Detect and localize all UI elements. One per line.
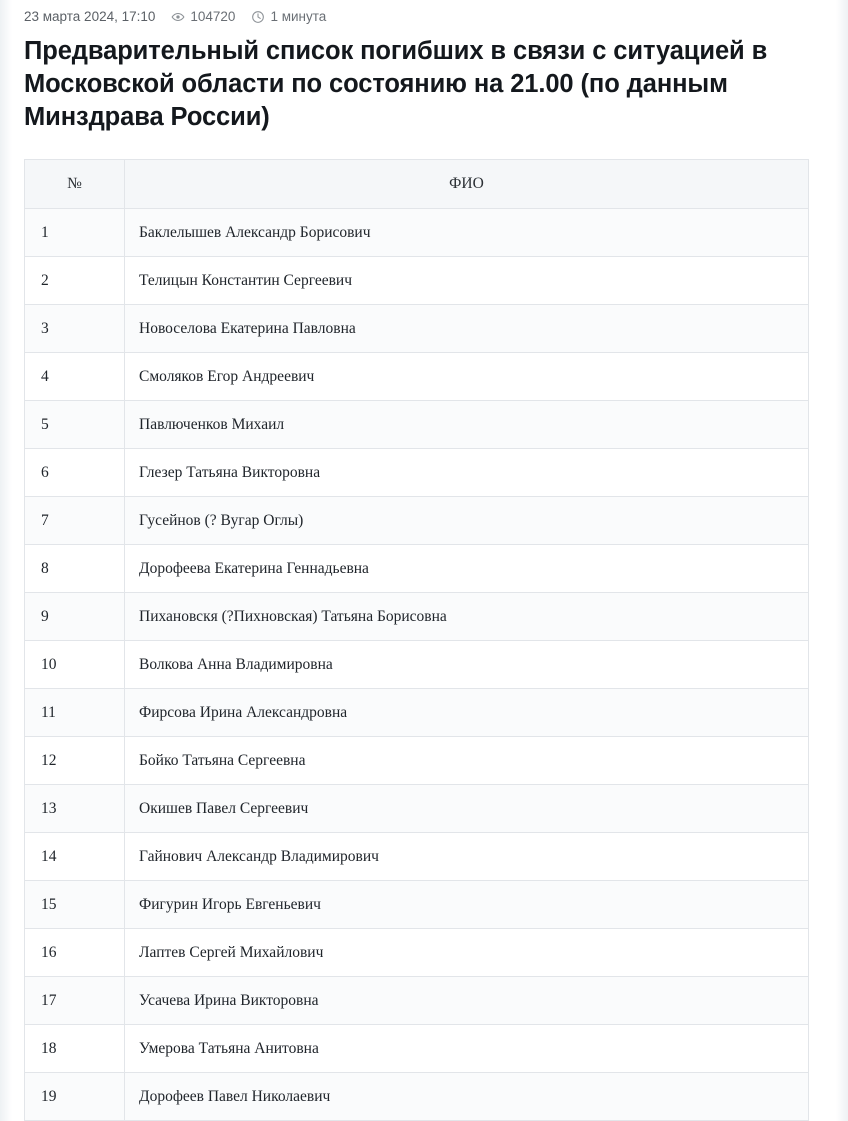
cell-number: 14 xyxy=(25,833,125,881)
cell-number: 15 xyxy=(25,881,125,929)
clock-icon xyxy=(251,10,265,24)
table-row xyxy=(25,401,809,449)
victims-table xyxy=(24,159,809,1121)
cell-number: 12 xyxy=(25,737,125,785)
cell-number: 17 xyxy=(25,977,125,1025)
cell-fullname: Телицын Константин Сергеевич xyxy=(125,257,809,305)
cell-fullname: Фирсова Ирина Александровна xyxy=(125,689,809,737)
table-row xyxy=(25,497,809,545)
cell-fullname: Умерова Татьяна Анитовна xyxy=(125,1025,809,1073)
victims-table-container xyxy=(0,134,848,1121)
cell-fullname: Смоляков Егор Андреевич xyxy=(125,353,809,401)
cell-number: 11 xyxy=(25,689,125,737)
cell-number: 6 xyxy=(25,449,125,497)
eye-icon xyxy=(171,10,185,24)
page-title: Предварительный список погибших в связи с ситуацией в Московской области по состоянию на 21.00 (по данным Минздрава России) xyxy=(24,37,768,132)
read-time xyxy=(251,9,326,24)
views-counter xyxy=(171,9,235,24)
cell-number: 3 xyxy=(25,305,125,353)
table-row xyxy=(25,353,809,401)
table-row xyxy=(25,833,809,881)
cell-fullname: Фигурин Игорь Евгеньевич xyxy=(125,881,809,929)
cell-fullname: Дорофеева Екатерина Геннадьевна xyxy=(125,545,809,593)
table-row xyxy=(25,305,809,353)
cell-number: 5 xyxy=(25,401,125,449)
cell-number: 7 xyxy=(25,497,125,545)
table-row xyxy=(25,593,809,641)
cell-fullname: Усачева Ирина Викторовна xyxy=(125,977,809,1025)
cell-fullname: Баклелышев Александр Борисович xyxy=(125,209,809,257)
table-row xyxy=(25,977,809,1025)
cell-number: 8 xyxy=(25,545,125,593)
table-body xyxy=(25,209,809,1121)
cell-fullname: Павлюченков Михаил xyxy=(125,401,809,449)
column-header-fullname: ФИО xyxy=(125,160,809,209)
table-row xyxy=(25,209,809,257)
cell-number: 4 xyxy=(25,353,125,401)
cell-number: 19 xyxy=(25,1073,125,1121)
table-row xyxy=(25,929,809,977)
table-header-row xyxy=(25,160,809,209)
table-row xyxy=(25,257,809,305)
table-row xyxy=(25,545,809,593)
cell-number: 1 xyxy=(25,209,125,257)
table-row xyxy=(25,881,809,929)
column-header-number: № xyxy=(25,160,125,209)
article-meta xyxy=(0,0,848,24)
cell-number: 16 xyxy=(25,929,125,977)
cell-fullname: Окишев Павел Сергеевич xyxy=(125,785,809,833)
cell-number: 2 xyxy=(25,257,125,305)
cell-fullname: Дорофеев Павел Николаевич xyxy=(125,1073,809,1121)
cell-fullname: Пихановскя (?Пихновская) Татьяна Борисовна xyxy=(125,593,809,641)
cell-fullname: Гайнович Александр Владимирович xyxy=(125,833,809,881)
read-time-label: 1 минута xyxy=(270,9,327,24)
table-row xyxy=(25,449,809,497)
cell-number: 10 xyxy=(25,641,125,689)
cell-number: 18 xyxy=(25,1025,125,1073)
table-row xyxy=(25,689,809,737)
cell-fullname: Бойко Татьяна Сергеевна xyxy=(125,737,809,785)
table-row xyxy=(25,737,809,785)
cell-fullname: Гусейнов (? Вугар Оглы) xyxy=(125,497,809,545)
cell-fullname: Волкова Анна Владимировна xyxy=(125,641,809,689)
table-row xyxy=(25,1073,809,1121)
cell-fullname: Глезер Татьяна Викторовна xyxy=(125,449,809,497)
views-count: 104720 xyxy=(190,9,236,24)
table-row xyxy=(25,785,809,833)
table-header xyxy=(25,160,809,209)
publish-date: 23 марта 2024, 17:10 xyxy=(24,9,156,24)
table-row xyxy=(25,641,809,689)
cell-number: 13 xyxy=(25,785,125,833)
cell-fullname: Новоселова Екатерина Павловна xyxy=(125,305,809,353)
cell-number: 9 xyxy=(25,593,125,641)
table-row xyxy=(25,1025,809,1073)
cell-fullname: Лаптев Сергей Михайлович xyxy=(125,929,809,977)
